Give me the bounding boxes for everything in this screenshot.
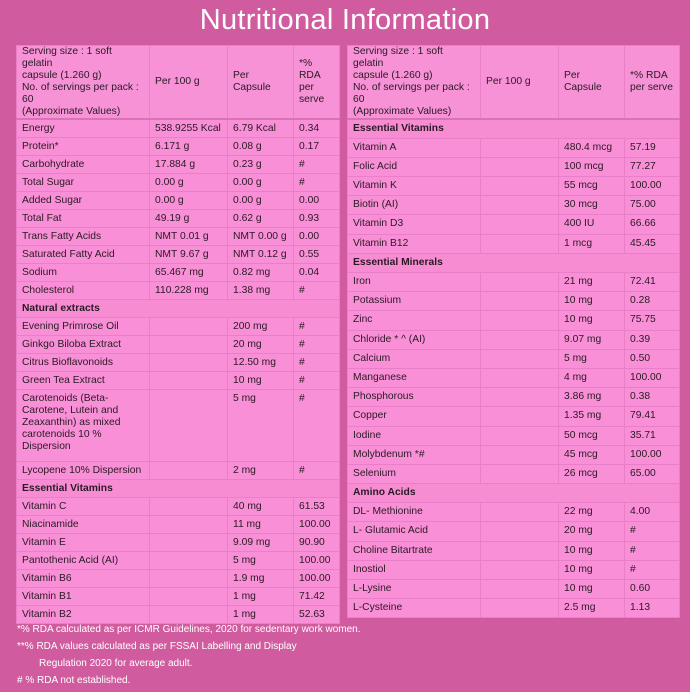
per-100g-value (481, 157, 559, 176)
table-row (17, 209, 340, 227)
rda-value: 100.00 (294, 551, 340, 569)
rda-value: 35.71 (625, 426, 680, 445)
per-capsule-value: 0.08 g (228, 137, 294, 155)
table-row (17, 317, 340, 335)
per-capsule-value: 22 mg (559, 503, 625, 522)
per-capsule-value: 5 mg (228, 389, 294, 461)
table-row (17, 353, 340, 371)
nutrient-name: Chloride * ^ (AI) (348, 330, 481, 349)
per-100g-value (481, 445, 559, 464)
nutrient-name: Green Tea Extract (17, 371, 150, 389)
per-100g-value (150, 353, 228, 371)
nutrient-name: Copper (348, 407, 481, 426)
per-capsule-value: 10 mg (559, 560, 625, 579)
per-100g-value (481, 292, 559, 311)
table-row (348, 157, 680, 176)
serving-info-line: capsule (1.260 g) (22, 70, 102, 81)
nutrient-name: Potassium (348, 292, 481, 311)
nutrient-name: Inostiol (348, 560, 481, 579)
rda-value: 100.00 (294, 515, 340, 533)
nutrient-name: Sodium (17, 263, 150, 281)
per-capsule-value: 1 mg (228, 605, 294, 623)
per-capsule-value: 10 mg (559, 292, 625, 311)
nutrient-name: Total Fat (17, 209, 150, 227)
table-row (17, 497, 340, 515)
rda-value: 75.75 (625, 311, 680, 330)
per-capsule-value: 6.79 Kcal (228, 119, 294, 137)
per-capsule-value: 5 mg (559, 349, 625, 368)
rda-value: # (294, 389, 340, 461)
footnote-fssai: **% RDA values calculated as per FSSAI Labelling and Display (17, 641, 297, 652)
rda-value: 0.00 (294, 191, 340, 209)
table-row (348, 349, 680, 368)
per-capsule-value: 10 mg (228, 371, 294, 389)
serving-info-cell (17, 46, 150, 120)
per-100g-value (481, 426, 559, 445)
per-100g-value (481, 349, 559, 368)
rda-value: # (294, 317, 340, 335)
nutrient-name: L-Lysine (348, 580, 481, 599)
per-100g-value (481, 503, 559, 522)
rda-value: # (294, 461, 340, 479)
per-capsule-value: 1 mcg (559, 234, 625, 253)
nutrient-name: Citrus Bioflavonoids (17, 353, 150, 371)
rda-value: 0.93 (294, 209, 340, 227)
table-row (17, 389, 340, 461)
table-row (348, 426, 680, 445)
rda-header-line: *% RDA (630, 70, 668, 81)
per-100g-value (150, 317, 228, 335)
rda-header-line: per serve (630, 82, 673, 93)
rda-value: 100.00 (294, 569, 340, 587)
per-capsule-value: 9.09 mg (228, 533, 294, 551)
footnote-icmr: *% RDA calculated as per ICMR Guidelines, 2020 for sedentary work women. (17, 624, 361, 635)
table-row (17, 587, 340, 605)
per-capsule-value: 0.62 g (228, 209, 294, 227)
table-row (348, 503, 680, 522)
table-row (17, 245, 340, 263)
nutrient-name: Added Sugar (17, 191, 150, 209)
nutrient-name: Trans Fatty Acids (17, 227, 150, 245)
rda-value: 0.28 (625, 292, 680, 311)
per-100g-value (481, 407, 559, 426)
table-row (348, 234, 680, 253)
rda-value: 45.45 (625, 234, 680, 253)
per-capsule-value: 20 mg (559, 522, 625, 541)
nutrient-name: Vitamin B1 (17, 587, 150, 605)
nutrient-name: Vitamin D3 (348, 215, 481, 234)
rda-value: 57.19 (625, 138, 680, 157)
table-header-row (17, 46, 340, 120)
per-capsule-value: 2 mg (228, 461, 294, 479)
per-100g-value: 0.00 g (150, 191, 228, 209)
table-row (348, 541, 680, 560)
rda-value: # (294, 281, 340, 299)
table-row (348, 177, 680, 196)
per-100g-value: 6.171 g (150, 137, 228, 155)
rda-value: 79.41 (625, 407, 680, 426)
per-100g-value (150, 371, 228, 389)
per-100g-value: 17.884 g (150, 155, 228, 173)
per-100g-value: 110.228 mg (150, 281, 228, 299)
table-row (348, 522, 680, 541)
nutrient-name: Vitamin A (348, 138, 481, 157)
serving-info-line: Serving size : 1 soft gelatin (22, 46, 112, 69)
rda-value: 0.38 (625, 388, 680, 407)
table-header-row (348, 46, 680, 120)
section-header-row (348, 484, 680, 503)
rda-value: # (625, 522, 680, 541)
rda-value: 100.00 (625, 368, 680, 387)
per-100g-value: NMT 0.01 g (150, 227, 228, 245)
per-100g-value (481, 464, 559, 483)
per-100g-value (150, 587, 228, 605)
section-header-row (17, 479, 340, 497)
serving-info-line: (Approximate Values) (22, 106, 121, 117)
nutrient-name: Vitamin B2 (17, 605, 150, 623)
per-100g-header: Per 100 g (481, 46, 559, 120)
per-capsule-value: 26 mcg (559, 464, 625, 483)
serving-info-line: No. of servings per pack : 60 (353, 82, 470, 105)
table-row (17, 371, 340, 389)
per-capsule-value: 1.9 mg (228, 569, 294, 587)
nutrition-table (16, 45, 340, 624)
per-capsule-value: 45 mcg (559, 445, 625, 464)
table-row (348, 292, 680, 311)
per-capsule-value: 11 mg (228, 515, 294, 533)
per-100g-value (150, 389, 228, 461)
rda-value: 75.00 (625, 196, 680, 215)
rda-value: # (294, 335, 340, 353)
nutrient-name: Zinc (348, 311, 481, 330)
nutrient-name: Carotenoids (Beta-Carotene, Lutein and Zeaxanthin) as mixed carotenoids 10 % Dispersion (17, 389, 150, 461)
per-100g-value (481, 330, 559, 349)
per-capsule-value: 5 mg (228, 551, 294, 569)
per-capsule-header: Per Capsule (559, 46, 625, 120)
per-100g-value (481, 368, 559, 387)
table-row (17, 173, 340, 191)
per-capsule-value: 200 mg (228, 317, 294, 335)
per-100g-value (150, 497, 228, 515)
per-100g-value (481, 273, 559, 292)
nutrient-name: Carbohydrate (17, 155, 150, 173)
table-row (17, 281, 340, 299)
table-row (348, 580, 680, 599)
per-capsule-value: NMT 0.00 g (228, 227, 294, 245)
table-row (348, 273, 680, 292)
section-title: Amino Acids (348, 484, 680, 503)
table-row (348, 560, 680, 579)
per-capsule-value: 0.00 g (228, 173, 294, 191)
nutrient-name: Vitamin K (348, 177, 481, 196)
per-100g-value (481, 522, 559, 541)
table-row (17, 461, 340, 479)
rda-value: # (294, 173, 340, 191)
table-row (17, 335, 340, 353)
rda-header-line: per serve (299, 82, 325, 105)
per-100g-value (481, 388, 559, 407)
rda-value: # (625, 541, 680, 560)
rda-value: 1.13 (625, 599, 680, 618)
per-capsule-value: 10 mg (559, 311, 625, 330)
table-row (348, 368, 680, 387)
rda-value: 0.04 (294, 263, 340, 281)
nutrient-name: L-Cysteine (348, 599, 481, 618)
per-100g-value (481, 196, 559, 215)
per-capsule-value: 12.50 mg (228, 353, 294, 371)
per-capsule-value: 1.38 mg (228, 281, 294, 299)
rda-header-line: *% RDA (299, 58, 321, 81)
section-header-row (348, 253, 680, 272)
footnote-fssai-cont: Regulation 2020 for average adult. (39, 658, 193, 669)
per-100g-value (481, 215, 559, 234)
nutrient-name: Iron (348, 273, 481, 292)
per-capsule-value: NMT 0.12 g (228, 245, 294, 263)
per-100g-value (150, 569, 228, 587)
per-capsule-value: 50 mcg (559, 426, 625, 445)
per-100g-value (481, 311, 559, 330)
per-100g-value (481, 138, 559, 157)
serving-info-cell (348, 46, 481, 120)
per-capsule-value: 10 mg (559, 541, 625, 560)
per-100g-value: 49.19 g (150, 209, 228, 227)
rda-value: 52.63 (294, 605, 340, 623)
nutrient-name: Choline Bitartrate (348, 541, 481, 560)
nutrient-name: Selenium (348, 464, 481, 483)
nutrient-name: Pantothenic Acid (AI) (17, 551, 150, 569)
nutrient-name: L- Glutamic Acid (348, 522, 481, 541)
table-row (17, 191, 340, 209)
per-capsule-value: 0.00 g (228, 191, 294, 209)
per-100g-value: NMT 9.67 g (150, 245, 228, 263)
table-row (348, 599, 680, 618)
table-row (348, 138, 680, 157)
per-100g-value (150, 533, 228, 551)
rda-value: # (625, 560, 680, 579)
table-row (17, 137, 340, 155)
nutrient-name: Vitamin B12 (348, 234, 481, 253)
nutrient-name: Protein* (17, 137, 150, 155)
table-row (348, 407, 680, 426)
per-capsule-value: 40 mg (228, 497, 294, 515)
table-row (17, 155, 340, 173)
nutrient-name: Ginkgo Biloba Extract (17, 335, 150, 353)
table-row (348, 215, 680, 234)
rda-value: 71.42 (294, 587, 340, 605)
rda-value: 77.27 (625, 157, 680, 176)
table-row (17, 533, 340, 551)
per-100g-value: 65.467 mg (150, 263, 228, 281)
per-capsule-value: 480.4 mcg (559, 138, 625, 157)
per-100g-value (481, 234, 559, 253)
nutrient-name: Vitamin B6 (17, 569, 150, 587)
table-row (17, 569, 340, 587)
nutrient-name: Folic Acid (348, 157, 481, 176)
nutrient-name: Vitamin C (17, 497, 150, 515)
section-header-row (348, 119, 680, 138)
table-row (348, 311, 680, 330)
section-title: Essential Vitamins (17, 479, 340, 497)
per-100g-value (150, 461, 228, 479)
nutrient-name: Molybdenum *# (348, 445, 481, 464)
table-row (17, 515, 340, 533)
rda-value: # (294, 353, 340, 371)
nutrient-name: Iodine (348, 426, 481, 445)
rda-value: 4.00 (625, 503, 680, 522)
rda-value: 90.90 (294, 533, 340, 551)
section-title: Essential Minerals (348, 253, 680, 272)
rda-value: 0.55 (294, 245, 340, 263)
page-title: Nutritional Information (199, 4, 491, 36)
section-header-row (17, 299, 340, 317)
per-100g-value: 0.00 g (150, 173, 228, 191)
rda-value: # (294, 155, 340, 173)
rda-value: 65.00 (625, 464, 680, 483)
footnote-not-established: # % RDA not established. (17, 675, 131, 686)
per-capsule-value: 55 mcg (559, 177, 625, 196)
rda-value: 0.17 (294, 137, 340, 155)
per-capsule-value: 10 mg (559, 580, 625, 599)
per-capsule-value: 1 mg (228, 587, 294, 605)
rda-header (294, 46, 340, 120)
per-100g-value (481, 599, 559, 618)
nutrient-name: Total Sugar (17, 173, 150, 191)
nutrient-name: Calcium (348, 349, 481, 368)
serving-info-line: No. of servings per pack : 60 (22, 82, 139, 105)
nutrition-table-right (347, 45, 679, 618)
per-100g-value (481, 541, 559, 560)
serving-info-line: Serving size : 1 soft gelatin (353, 46, 443, 69)
per-capsule-value: 1.35 mg (559, 407, 625, 426)
table-row (17, 263, 340, 281)
per-capsule-value: 4 mg (559, 368, 625, 387)
nutrient-name: Niacinamide (17, 515, 150, 533)
per-capsule-value: 30 mcg (559, 196, 625, 215)
per-100g-value (481, 177, 559, 196)
section-title: Essential Vitamins (348, 119, 680, 138)
rda-value: 100.00 (625, 445, 680, 464)
per-capsule-value: 0.23 g (228, 155, 294, 173)
per-capsule-value: 0.82 mg (228, 263, 294, 281)
per-capsule-value: 100 mcg (559, 157, 625, 176)
nutrient-name: Manganese (348, 368, 481, 387)
per-capsule-value: 21 mg (559, 273, 625, 292)
rda-value: 0.50 (625, 349, 680, 368)
footnotes (17, 621, 361, 689)
table-row (17, 227, 340, 245)
table-row (17, 119, 340, 137)
table-row (17, 551, 340, 569)
nutrient-name: Cholesterol (17, 281, 150, 299)
table-row (348, 388, 680, 407)
nutrient-name: Biotin (AI) (348, 196, 481, 215)
per-100g-value (150, 551, 228, 569)
serving-info-line: (Approximate Values) (353, 106, 452, 117)
per-capsule-value: 2.5 mg (559, 599, 625, 618)
rda-value: 66.66 (625, 215, 680, 234)
rda-value: 72.41 (625, 273, 680, 292)
nutrient-name: Energy (17, 119, 150, 137)
rda-value: 0.60 (625, 580, 680, 599)
table-row (348, 330, 680, 349)
rda-value: 0.00 (294, 227, 340, 245)
table-row (348, 196, 680, 215)
nutrition-table-left (16, 45, 339, 624)
per-100g-value (481, 560, 559, 579)
per-capsule-value: 400 IU (559, 215, 625, 234)
per-100g-value (481, 580, 559, 599)
serving-info-line: capsule (1.260 g) (353, 70, 433, 81)
nutrient-name: Evening Primrose Oil (17, 317, 150, 335)
per-100g-value: 538.9255 Kcal (150, 119, 228, 137)
per-100g-value (150, 515, 228, 533)
per-100g-value (150, 335, 228, 353)
nutrient-name: Phosphorous (348, 388, 481, 407)
rda-value: 0.39 (625, 330, 680, 349)
nutrient-name: Saturated Fatty Acid (17, 245, 150, 263)
per-capsule-header: Per Capsule (228, 46, 294, 120)
per-100g-header: Per 100 g (150, 46, 228, 120)
table-row (348, 464, 680, 483)
nutrient-name: Vitamin E (17, 533, 150, 551)
rda-value: 0.34 (294, 119, 340, 137)
table-row (348, 445, 680, 464)
nutrition-table (347, 45, 680, 618)
per-capsule-value: 3.86 mg (559, 388, 625, 407)
per-capsule-value: 20 mg (228, 335, 294, 353)
rda-value: 100.00 (625, 177, 680, 196)
per-capsule-value: 9.07 mg (559, 330, 625, 349)
section-title: Natural extracts (17, 299, 340, 317)
rda-header (625, 46, 680, 120)
rda-value: # (294, 371, 340, 389)
nutrient-name: DL- Methionine (348, 503, 481, 522)
nutrient-name: Lycopene 10% Dispersion (17, 461, 150, 479)
rda-value: 61.53 (294, 497, 340, 515)
